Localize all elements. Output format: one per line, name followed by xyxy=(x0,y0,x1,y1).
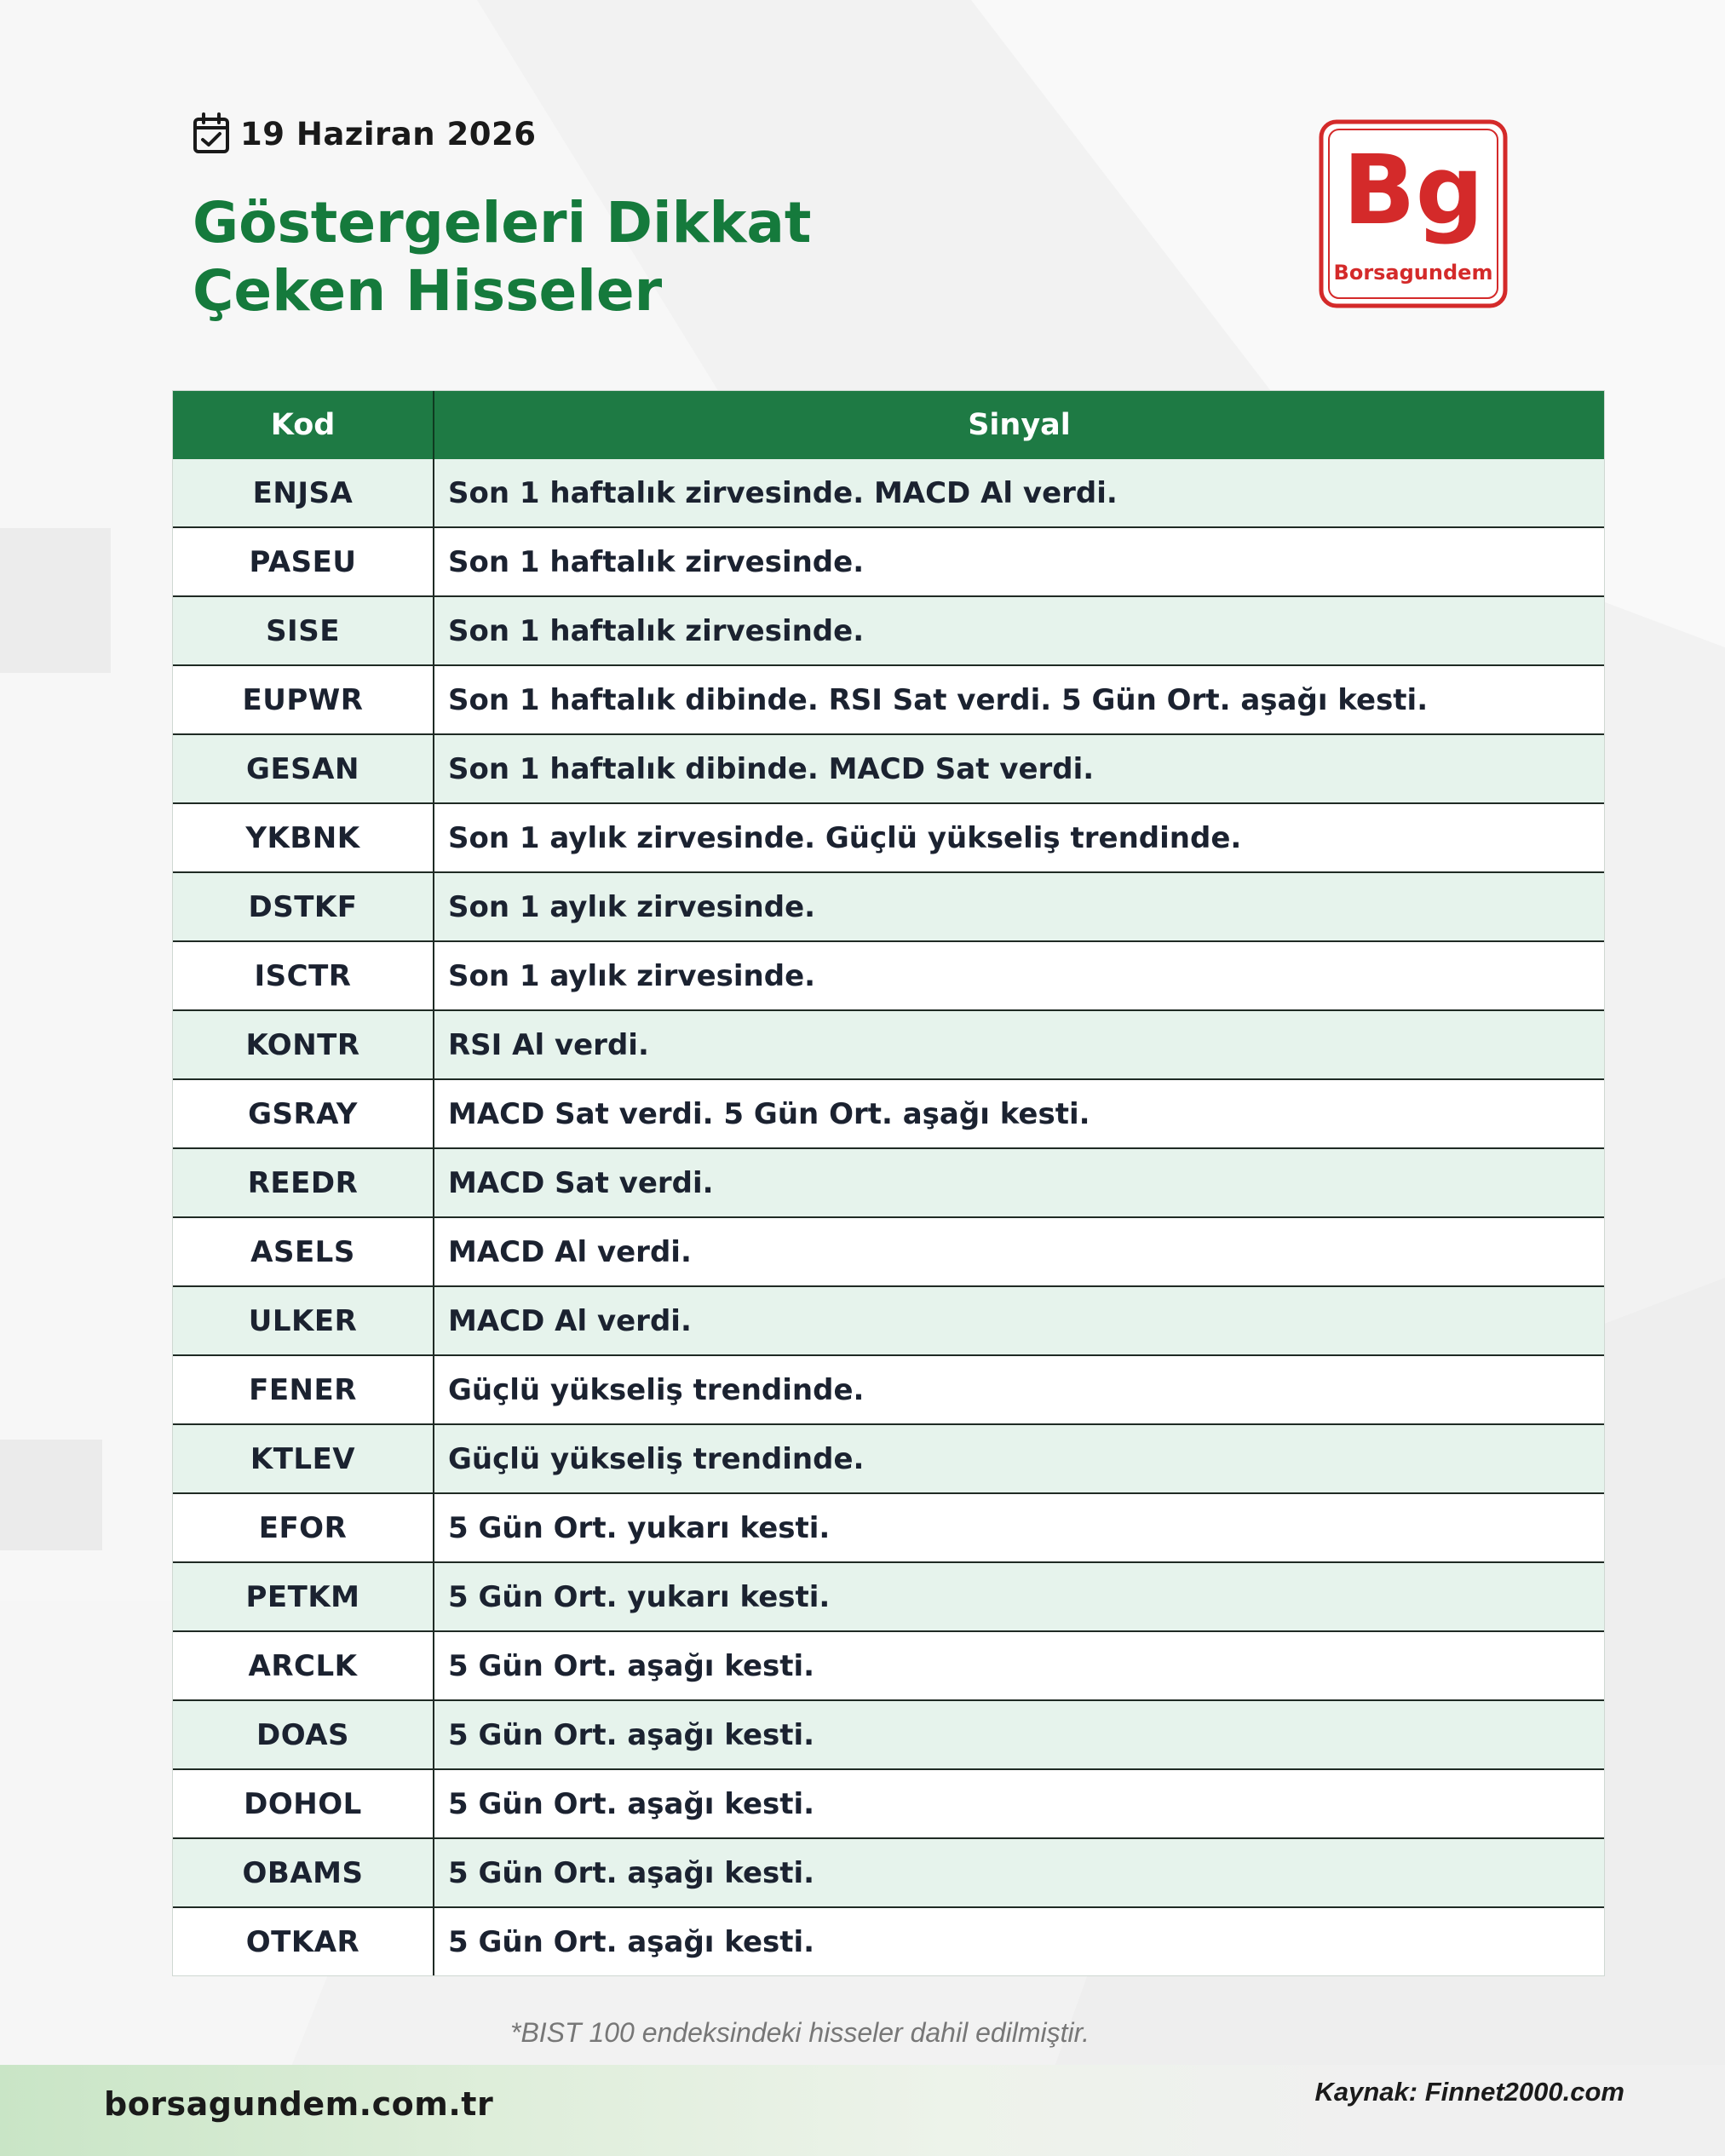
signal-cell: Son 1 aylık zirvesinde. xyxy=(434,872,1604,941)
calendar-check-icon xyxy=(193,112,230,155)
table-row xyxy=(173,1700,1604,1769)
stock-code-cell: OTKAR xyxy=(173,1907,434,1975)
page-title-line-1: Göstergeleri Dikkat xyxy=(193,190,812,256)
page-title xyxy=(193,189,891,325)
signal-cell: 5 Gün Ort. aşağı kesti. xyxy=(434,1631,1604,1700)
stock-code-cell: OBAMS xyxy=(173,1838,434,1907)
signal-cell: MACD Sat verdi. xyxy=(434,1148,1604,1217)
date-row xyxy=(193,111,536,157)
stock-code-cell: PASEU xyxy=(173,527,434,596)
stock-code-cell: SISE xyxy=(173,596,434,665)
stock-code-cell: PETKM xyxy=(173,1562,434,1631)
table-row xyxy=(173,872,1604,941)
table-row xyxy=(173,1079,1604,1148)
stock-code-cell: REEDR xyxy=(173,1148,434,1217)
signal-cell: Son 1 aylık zirvesinde. Güçlü yükseliş trendinde. xyxy=(434,803,1604,872)
stock-code-cell: ASELS xyxy=(173,1217,434,1286)
table-row xyxy=(173,1493,1604,1562)
column-header-kod: Kod xyxy=(173,391,434,459)
table-row xyxy=(173,1148,1604,1217)
table-row xyxy=(173,527,1604,596)
table-row xyxy=(173,941,1604,1010)
table-row xyxy=(173,665,1604,734)
source-credit: Kaynak: Finnet2000.com xyxy=(1314,2077,1624,2107)
signal-cell: 5 Gün Ort. aşağı kesti. xyxy=(434,1700,1604,1769)
table-row xyxy=(173,1424,1604,1493)
table-body xyxy=(173,459,1604,1975)
stock-code-cell: ARCLK xyxy=(173,1631,434,1700)
table-row xyxy=(173,1562,1604,1631)
stock-code-cell: DOHOL xyxy=(173,1769,434,1838)
stock-code-cell: GSRAY xyxy=(173,1079,434,1148)
table-row xyxy=(173,1769,1604,1838)
signal-cell: MACD Al verdi. xyxy=(434,1286,1604,1355)
table-row xyxy=(173,1286,1604,1355)
table-row xyxy=(173,1907,1604,1975)
signal-cell: 5 Gün Ort. aşağı kesti. xyxy=(434,1907,1604,1975)
stock-code-cell: YKBNK xyxy=(173,803,434,872)
signal-cell: Son 1 haftalık zirvesinde. xyxy=(434,596,1604,665)
logo-name: Borsagundem xyxy=(1333,261,1493,285)
stock-code-cell: KONTR xyxy=(173,1010,434,1079)
stock-code-cell: EFOR xyxy=(173,1493,434,1562)
table-row xyxy=(173,1217,1604,1286)
footnote: *BIST 100 endeksindeki hisseler dahil edilmiştir. xyxy=(509,2017,1090,2048)
table-row xyxy=(173,459,1604,527)
stock-code-cell: DSTKF xyxy=(173,872,434,941)
stock-code-cell: FENER xyxy=(173,1355,434,1424)
table-row xyxy=(173,596,1604,665)
signal-cell: Son 1 haftalık dibinde. RSI Sat verdi. 5 Gün Ort. aşağı kesti. xyxy=(434,665,1604,734)
signal-cell: Güçlü yükseliş trendinde. xyxy=(434,1355,1604,1424)
table-header-row xyxy=(173,391,1604,459)
signal-cell: Son 1 haftalık dibinde. MACD Sat verdi. xyxy=(434,734,1604,803)
table-row xyxy=(173,803,1604,872)
stock-code-cell: ULKER xyxy=(173,1286,434,1355)
stock-code-cell: EUPWR xyxy=(173,665,434,734)
stock-code-cell: ISCTR xyxy=(173,941,434,1010)
website-link[interactable]: borsagundem.com.tr xyxy=(104,2085,494,2123)
stock-code-cell: KTLEV xyxy=(173,1424,434,1493)
signal-cell: Son 1 haftalık zirvesinde. MACD Al verdi. xyxy=(434,459,1604,527)
page-title-line-2: Çeken Hisseler xyxy=(193,258,663,324)
signal-cell: 5 Gün Ort. yukarı kesti. xyxy=(434,1493,1604,1562)
signal-cell: Son 1 aylık zirvesinde. xyxy=(434,941,1604,1010)
table-row xyxy=(173,1838,1604,1907)
table-row xyxy=(173,734,1604,803)
signal-cell: 5 Gün Ort. aşağı kesti. xyxy=(434,1769,1604,1838)
signal-cell: MACD Al verdi. xyxy=(434,1217,1604,1286)
table-row xyxy=(173,1010,1604,1079)
stock-code-cell: DOAS xyxy=(173,1700,434,1769)
column-header-sinyal: Sinyal xyxy=(434,391,1604,459)
stock-code-cell: GESAN xyxy=(173,734,434,803)
table-row xyxy=(173,1355,1604,1424)
signal-cell: 5 Gün Ort. yukarı kesti. xyxy=(434,1562,1604,1631)
table-row xyxy=(173,1631,1604,1700)
signal-cell: Son 1 haftalık zirvesinde. xyxy=(434,527,1604,596)
signal-cell: Güçlü yükseliş trendinde. xyxy=(434,1424,1604,1493)
signal-cell: 5 Gün Ort. aşağı kesti. xyxy=(434,1838,1604,1907)
signals-table xyxy=(172,390,1605,1976)
logo-letters: Bg xyxy=(1343,135,1484,246)
date-text: 19 Haziran 2026 xyxy=(240,115,537,152)
signal-cell: RSI Al verdi. xyxy=(434,1010,1604,1079)
borsagundem-logo xyxy=(1319,119,1508,308)
signal-cell: MACD Sat verdi. 5 Gün Ort. aşağı kesti. xyxy=(434,1079,1604,1148)
stock-code-cell: ENJSA xyxy=(173,459,434,527)
